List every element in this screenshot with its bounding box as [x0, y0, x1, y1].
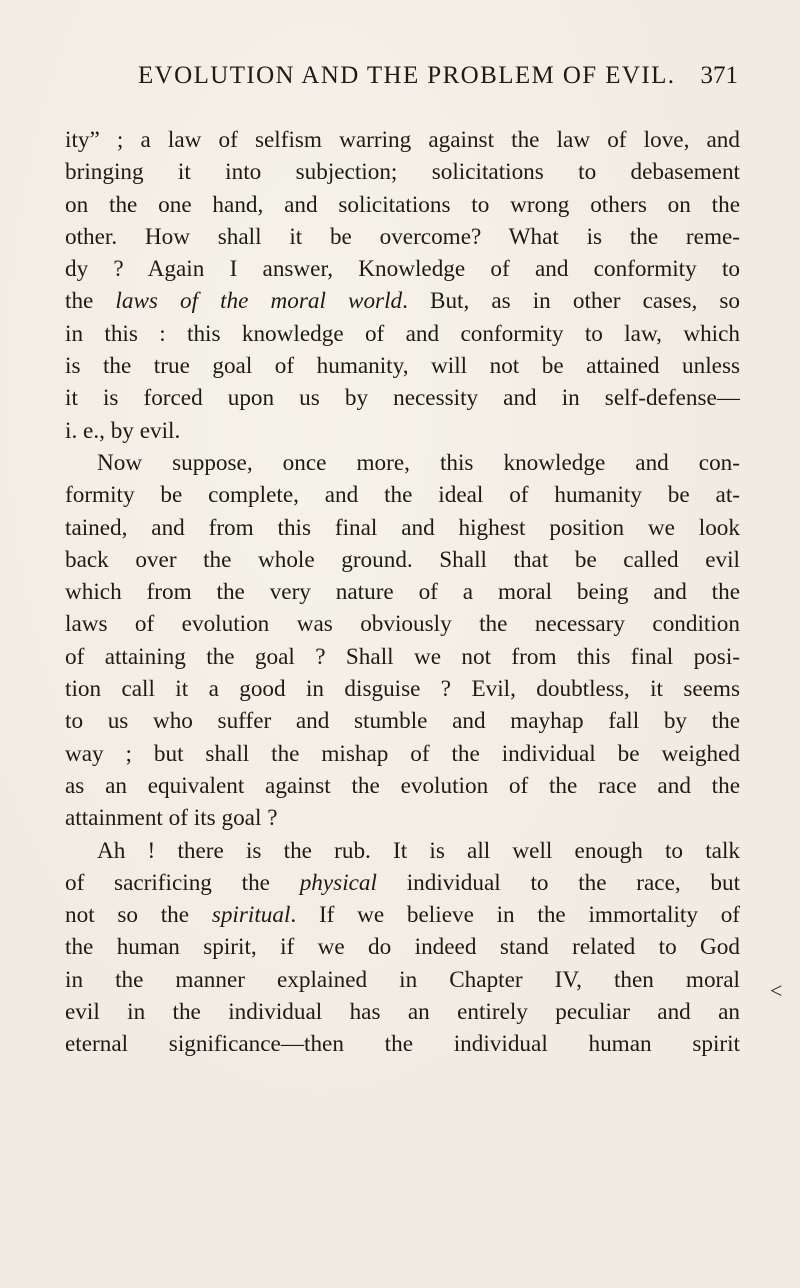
- text-line: is the true goal of humanity, will not be attained unless: [65, 353, 740, 380]
- text-line: to us who suffer and stumble and mayhap fall by the: [65, 708, 740, 735]
- text-line: Ah ! there is the rub. It is all well enough to talk: [97, 837, 740, 864]
- page-number: 371: [700, 62, 738, 89]
- running-title: EVOLUTION AND THE PROBLEM OF EVIL.: [138, 62, 676, 89]
- text-line: bringing it into subjection; solicitations to debasement: [65, 159, 740, 186]
- text-line: i. e., by evil.: [65, 417, 181, 444]
- italic-phrase: laws of the moral world: [115, 288, 403, 315]
- italic-phrase: spiritual: [211, 902, 291, 929]
- text-line: eternal significance—then the individual human spirit: [65, 1031, 740, 1058]
- body-text: [65, 124, 740, 1061]
- text-line: ity” ; a law of selfism warring against the law of love, and: [65, 127, 740, 153]
- text-line: tion call it a good in disguise ? Evil, doubtless, it seems: [65, 676, 740, 703]
- text-line: not so the spiritual. If we believe in the immortality of: [65, 902, 741, 929]
- text-line: on the one hand, and solicitations to wrong others on the: [65, 191, 740, 218]
- text-line: of attaining the goal ? Shall we not from this final posi-: [65, 643, 740, 670]
- text-line: attainment of its goal ?: [65, 805, 278, 832]
- text-line: laws of evolution was obviously the necessary condition: [65, 611, 740, 638]
- text-line: dy ? Again I answer, Knowledge of and conformity to: [65, 256, 740, 283]
- text-line: way ; but shall the mishap of the individual be weighed: [65, 740, 740, 767]
- text-line: the laws of the moral world. But, as in other cases, so: [65, 288, 740, 315]
- text-line: which from the very nature of a moral being and the: [65, 579, 740, 606]
- text-line: it is forced upon us by necessity and in self-defense—: [65, 385, 740, 412]
- text-line: the human spirit, if we do indeed stand related to God: [65, 934, 740, 961]
- text-line: back over the whole ground. Shall that be called evil: [65, 546, 740, 573]
- text-line: other. How shall it be overcome? What is the reme-: [65, 223, 740, 250]
- running-head: [138, 62, 738, 102]
- text-line: in this : this knowledge of and conformity to law, which: [65, 320, 740, 347]
- text-line: Now suppose, once more, this knowledge and con-: [97, 449, 740, 476]
- text-line: tained, and from this final and highest position we look: [65, 514, 740, 541]
- italic-phrase: physical: [299, 869, 377, 896]
- text-line: as an equivalent against the evolution of the race and the: [65, 772, 740, 799]
- text-line: formity be complete, and the ideal of humanity be at-: [65, 482, 740, 509]
- text-line: of sacrificing the physical individual to the race, but: [65, 869, 741, 896]
- text-line: in the manner explained in Chapter IV, then moral: [65, 966, 740, 993]
- text-line: evil in the individual has an entirely peculiar and an: [65, 999, 740, 1026]
- margin-pencil-mark: <: [770, 978, 783, 1003]
